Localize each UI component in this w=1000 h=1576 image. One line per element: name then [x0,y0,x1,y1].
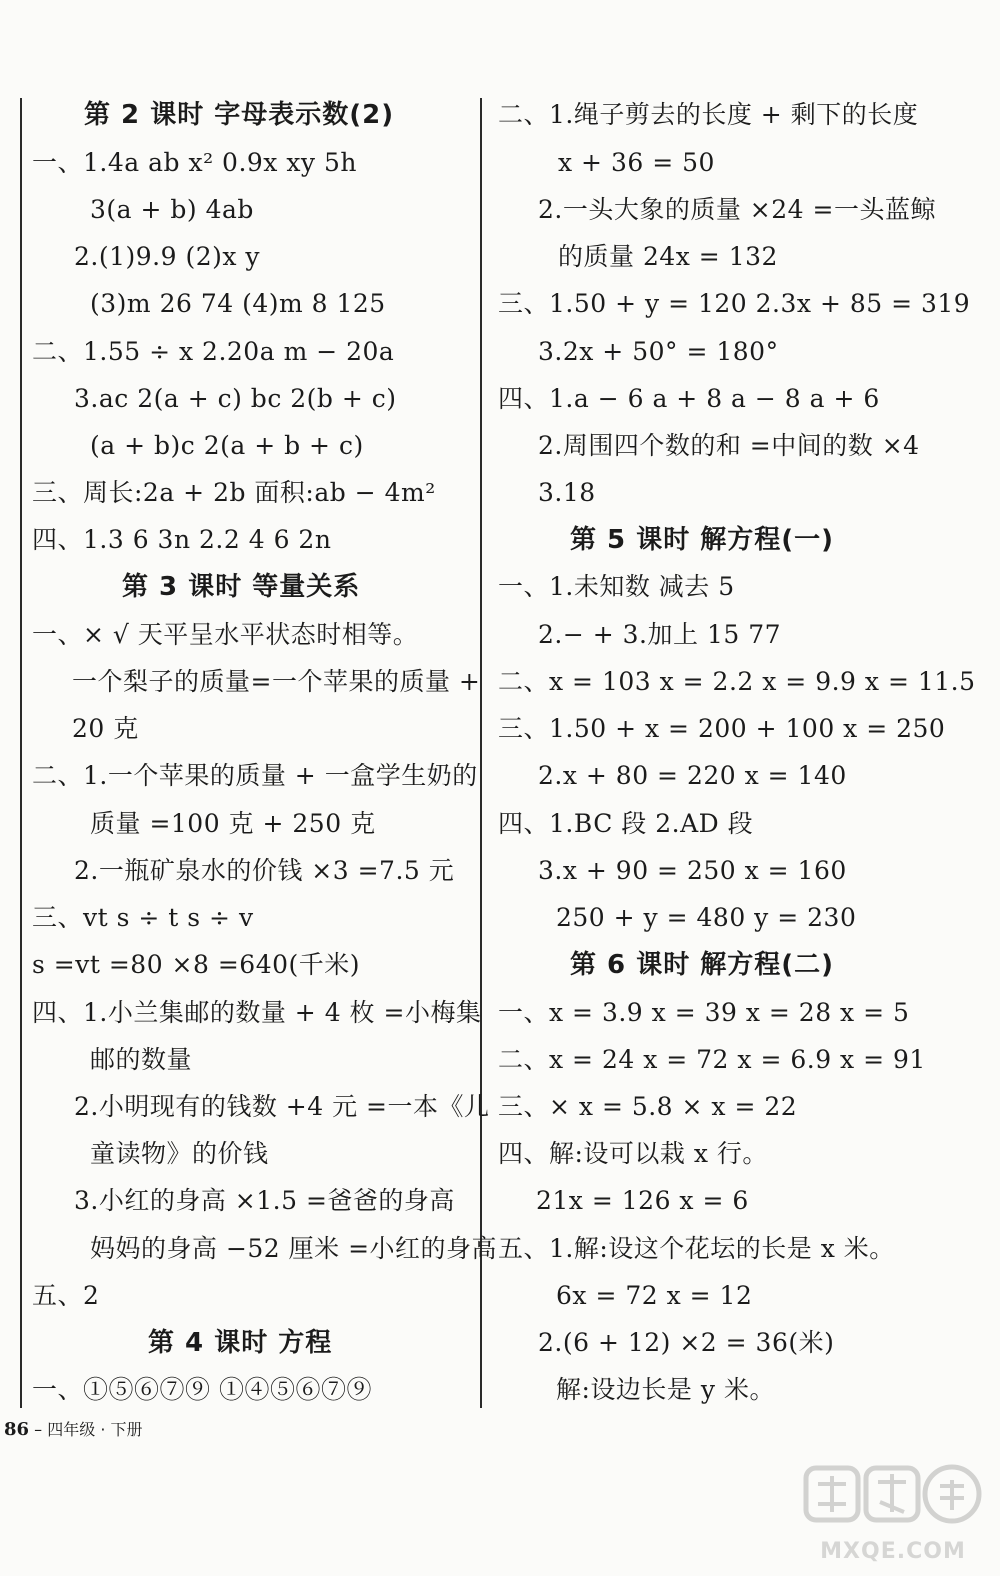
left-answer-line: 四、1.小兰集邮的数量 + 4 枚 =小梅集 [32,998,482,1027]
right-answer-line: 四、解:设可以栽 x 行。 [498,1139,768,1168]
left-answer-line: (3)m 26 74 (4)m 8 125 [90,289,386,318]
left-answer-line: s =vt =80 ×8 =640(千米) [32,950,361,979]
right-answer-line: 四、1.a − 6 a + 8 a − 8 a + 6 [498,384,880,413]
left-section-heading: 第 2 课时 字母表示数(2) [84,100,395,130]
right-answer-line: 的质量 24x = 132 [558,242,778,271]
left-answer-line: (a + b)c 2(a + b + c) [90,431,364,460]
right-answer-line: 3.x + 90 = 250 x = 160 [538,856,847,885]
watermark-text: MXQE.COM [820,1539,966,1564]
left-answer-line: 一、①⑤⑥⑦⑨ ①④⑤⑥⑦⑨ [32,1375,372,1404]
right-answer-line: 解:设边长是 y 米。 [556,1375,775,1404]
left-answer-line: 四、1.3 6 3n 2.2 4 6 2n [32,525,332,554]
left-answer-line: 一、1.4a ab x² 0.9x xy 5h [32,148,358,177]
right-answer-line: 250 + y = 480 y = 230 [556,903,857,932]
right-answer-line: 一、x = 3.9 x = 39 x = 28 x = 5 [498,998,910,1027]
left-answer-line: 邮的数量 [90,1045,193,1074]
column-divider-rule [480,98,482,1408]
watermark-logo [798,1462,988,1570]
left-answer-line: 三、周长:2a + 2b 面积:ab − 4m² [32,478,436,507]
left-answer-line: 一个梨子的质量=一个苹果的质量 + [72,667,481,696]
left-answer-line: 一、× √ 天平呈水平状态时相等。 [32,620,419,649]
right-answer-line: 三、× x = 5.8 × x = 22 [498,1092,798,1121]
right-answer-line: 二、x = 103 x = 2.2 x = 9.9 x = 11.5 [498,667,976,696]
left-answer-line: 妈妈的身高 −52 厘米 =小红的身高 [90,1234,498,1263]
left-answer-line: 20 克 [72,714,139,743]
footer-separator: – [34,1420,43,1439]
right-answer-line: 2.(6 + 12) ×2 = 36(米) [538,1328,835,1357]
right-answer-line: 21x = 126 x = 6 [536,1186,749,1215]
right-answer-line: 2.一头大象的质量 ×24 =一头蓝鲸 [538,195,936,224]
left-answer-line: 质量 =100 克 + 250 克 [90,809,376,838]
right-section-heading: 第 6 课时 解方程(二) [570,950,835,980]
right-answer-line: 2.x + 80 = 220 x = 140 [538,761,847,790]
left-answer-line: 二、1.55 ÷ x 2.20a m − 20a [32,337,395,366]
right-answer-line: 四、1.BC 段 2.AD 段 [498,809,754,838]
right-answer-line: 2.周围四个数的和 =中间的数 ×4 [538,431,920,460]
left-answer-line: 3(a + b) 4ab [90,195,254,224]
right-answer-line: 6x = 72 x = 12 [556,1281,753,1310]
right-answer-line: x + 36 = 50 [558,148,715,177]
left-answer-line: 2.(1)9.9 (2)x y [74,242,261,271]
grade-label: 四年级 · 下册 [47,1420,143,1439]
left-answer-line: 五、2 [32,1281,100,1310]
left-answer-line: 童读物》的价钱 [90,1139,269,1168]
left-answer-line: 2.一瓶矿泉水的价钱 ×3 =7.5 元 [74,856,455,885]
page-footer [4,1415,143,1445]
left-section-heading: 第 4 课时 方程 [148,1328,333,1358]
left-answer-line: 3.ac 2(a + c) bc 2(b + c) [74,384,397,413]
left-answer-line: 2.小明现有的钱数 +4 元 =一本《儿 [74,1092,490,1121]
page-number: 86 [4,1419,30,1440]
right-section-heading: 第 5 课时 解方程(一) [570,525,835,555]
right-answer-line: 一、1.未知数 减去 5 [498,572,735,601]
right-answer-line: 3.2x + 50° = 180° [538,337,779,366]
right-answer-line: 3.18 [538,478,596,507]
left-section-heading: 第 3 课时 等量关系 [122,572,361,602]
left-margin-rule [20,98,22,1408]
right-answer-line: 二、x = 24 x = 72 x = 6.9 x = 91 [498,1045,926,1074]
right-answer-line: 三、1.50 + y = 120 2.3x + 85 = 319 [498,289,971,318]
right-answer-line: 五、1.解:设这个花坛的长是 x 米。 [498,1234,895,1263]
left-answer-line: 3.小红的身高 ×1.5 =爸爸的身高 [74,1186,455,1215]
right-answer-line: 二、1.绳子剪去的长度 + 剩下的长度 [498,100,919,129]
left-answer-line: 三、vt s ÷ t s ÷ v [32,903,254,932]
right-answer-line: 三、1.50 + x = 200 + 100 x = 250 [498,714,946,743]
left-answer-line: 二、1.一个苹果的质量 + 一盒学生奶的 [32,761,478,790]
right-answer-line: 2.− + 3.加上 15 77 [538,620,782,649]
